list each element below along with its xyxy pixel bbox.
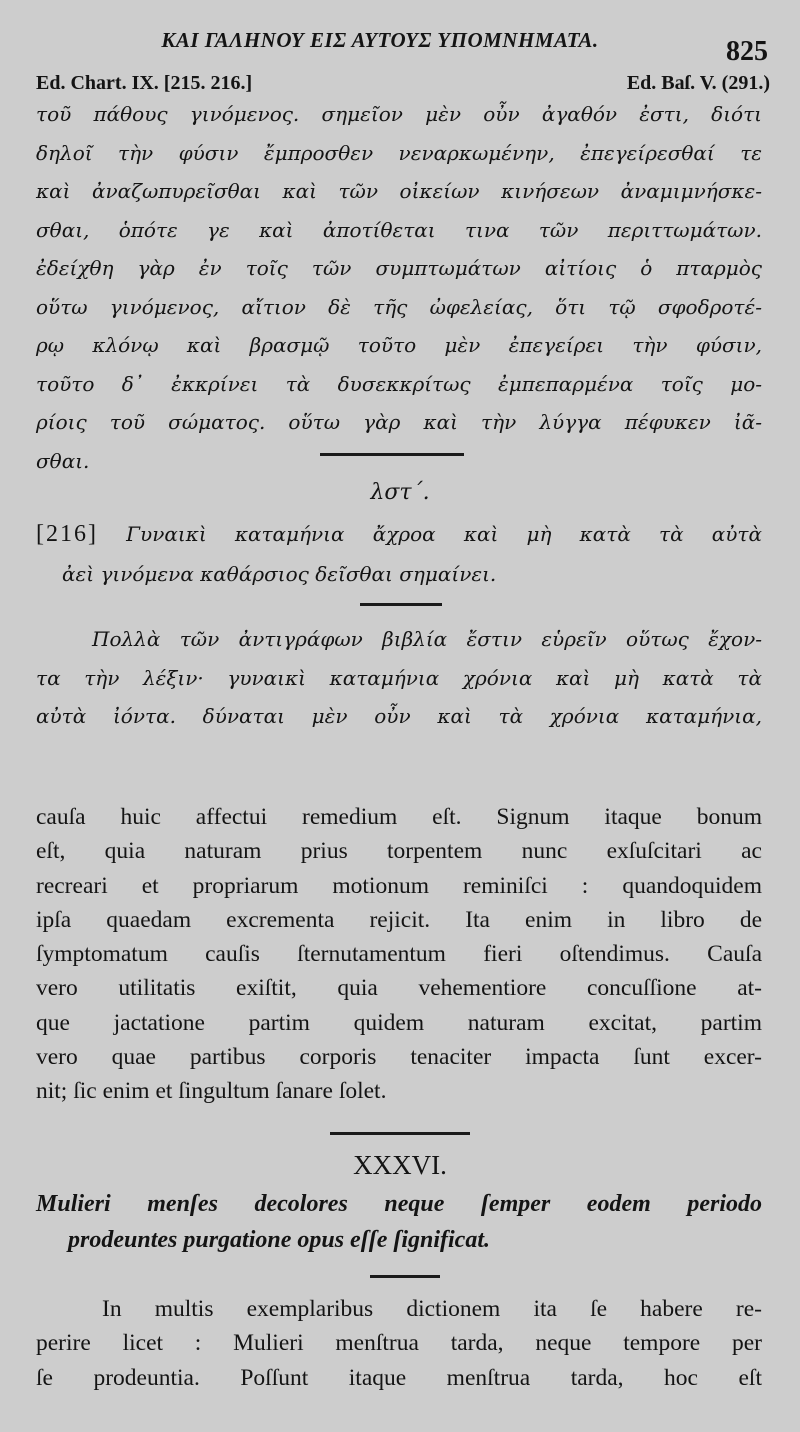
- text-line: σθαι.: [36, 448, 90, 473]
- text-line: οὕτω γινόμενος, αἴτιον δὲ τῆς ὠφελείας, ὅτι τῷ σφοδροτέ-: [36, 294, 762, 319]
- aphorism-number: [216]: [36, 521, 98, 547]
- text-line: ρῳ κλόνῳ καὶ βρασμῷ τοῦτο μὲν ἐπεγείρει τὴν φύσιν,: [36, 333, 762, 357]
- text-line: Πολλὰ τῶν ἀντιγράφων βιβλία ἔστιν εὑρεῖν οὕτως ἔχον-: [92, 627, 762, 651]
- latin-section-number: XXXVI.: [353, 1150, 447, 1180]
- latin-aphorism: [36, 1186, 762, 1258]
- section-divider-rule: [330, 1132, 470, 1135]
- text-line: ρίοις τοῦ σώματος. οὕτω γὰρ καὶ τὴν λύγγα πέφυκεν ἰᾶ-: [36, 410, 762, 434]
- section-divider-rule: [320, 453, 464, 456]
- text-line: σθαι, ὁπότε γε καὶ ἀποτίθεται τινα τῶν περιττωμάτων.: [36, 217, 762, 242]
- text-line: ἐδείχθη γὰρ ἐν τοῖς τῶν συμπτωμάτων αἰτίοις ὁ πταρμὸς: [36, 256, 762, 280]
- text-line: ſymptomatum cauſis ſternutamentum fieri oſtendimus. Cauſa: [36, 941, 762, 968]
- page-number: 825: [726, 36, 768, 67]
- text-line: perire licet : Mulieri menſtrua tarda, neque tempore per: [36, 1330, 762, 1357]
- text-line: καὶ ἀναζωπυρεῖσθαι καὶ τῶν οἰκείων κινήσεων ἀναμιμνήσκε-: [36, 179, 762, 203]
- aphorism-line-1: [36, 514, 762, 554]
- text-line: αὐτὰ ἰόντα. δύναται μὲν οὖν καὶ τὰ χρόνια καταμήνια,: [36, 704, 762, 728]
- text-line: que jactatione partim quidem naturam excitat, partim: [36, 1009, 762, 1036]
- aphorism-line-1: Mulieri menſes decolores neque ſemper eodem periodo: [36, 1191, 762, 1217]
- aphorism-line-2: prodeuntes purgatione opus eſſe ſignificat.: [68, 1227, 491, 1253]
- text-line: eſt, quia naturam prius torpentem nunc exſuſcitari ac: [36, 838, 762, 865]
- greek-aphorism: [36, 514, 762, 594]
- edition-basel-reference: Ed. Baſ. V. (291.): [626, 72, 770, 94]
- edition-chartier-reference: Ed. Chart. IX. [215. 216.]: [36, 72, 253, 94]
- aphorism-line-2: ἀεὶ γινόμενα καθάρσιος δεῖσθαι σημαίνει.: [62, 562, 497, 586]
- text-line: nit; ſic enim et ſingultum ſanare ſolet.: [36, 1078, 387, 1105]
- greek-commentary-block-2: [36, 620, 762, 736]
- text-line: τοῦτο δ᾽ ἐκκρίνει τὰ δυσεκκρίτως ἐμπεπαρμένα τοῖς μο-: [36, 371, 762, 396]
- running-header-title: ΚΑΙ ΓΑΛΗΝΟΥ ΕΙΣ ΑΥΤΟΥΣ ΥΠΟΜΝΗΜΑΤΑ.: [161, 28, 599, 52]
- text-line: In multis exemplaribus dictionem ita ſe habere re-: [102, 1296, 762, 1322]
- latin-commentary-block-1: [36, 800, 762, 1109]
- text-line: ſe prodeuntia. Poſſunt itaque menſtrua tarda, hoc eſt: [36, 1364, 762, 1391]
- aphorism-divider-rule: [360, 603, 442, 606]
- latin-commentary-block-2: [36, 1292, 762, 1395]
- text-line: vero quae partibus corporis tenaciter impacta ſunt excer-: [36, 1044, 762, 1071]
- text-line: τα τὴν λέξιν· γυναικὶ καταμήνια χρόνια καὶ μὴ κατὰ τὰ: [36, 665, 762, 690]
- greek-section-number: λστ΄.: [370, 480, 430, 505]
- text-line: cauſa huic affectui remedium eſt. Signum itaque bonum: [36, 804, 762, 830]
- aphorism-divider-rule: [370, 1275, 440, 1278]
- text-line: δηλοῖ τὴν φύσιν ἔμπροσθεν νεναρκωμένην, ἐπεγείρεσθαί τε: [36, 140, 762, 165]
- text-line: τοῦ πάθους γινόμενος. σημεῖον μὲν οὖν ἀγαθόν ἐστι, διότι: [36, 102, 762, 126]
- greek-commentary-block-1: [36, 95, 762, 480]
- aphorism-text: Γυναικὶ καταμήνια ἄχροα καὶ μὴ κατὰ τὰ αὐτὰ: [126, 522, 763, 546]
- text-line: recreari et propriarum motionum reminiſci : quandoquidem: [36, 872, 762, 899]
- text-line: vero utilitatis exiſtit, quia vehementiore concuſſione at-: [36, 975, 762, 1002]
- text-line: ipſa quaedam excrementa rejicit. Ita enim in libro de: [36, 906, 762, 933]
